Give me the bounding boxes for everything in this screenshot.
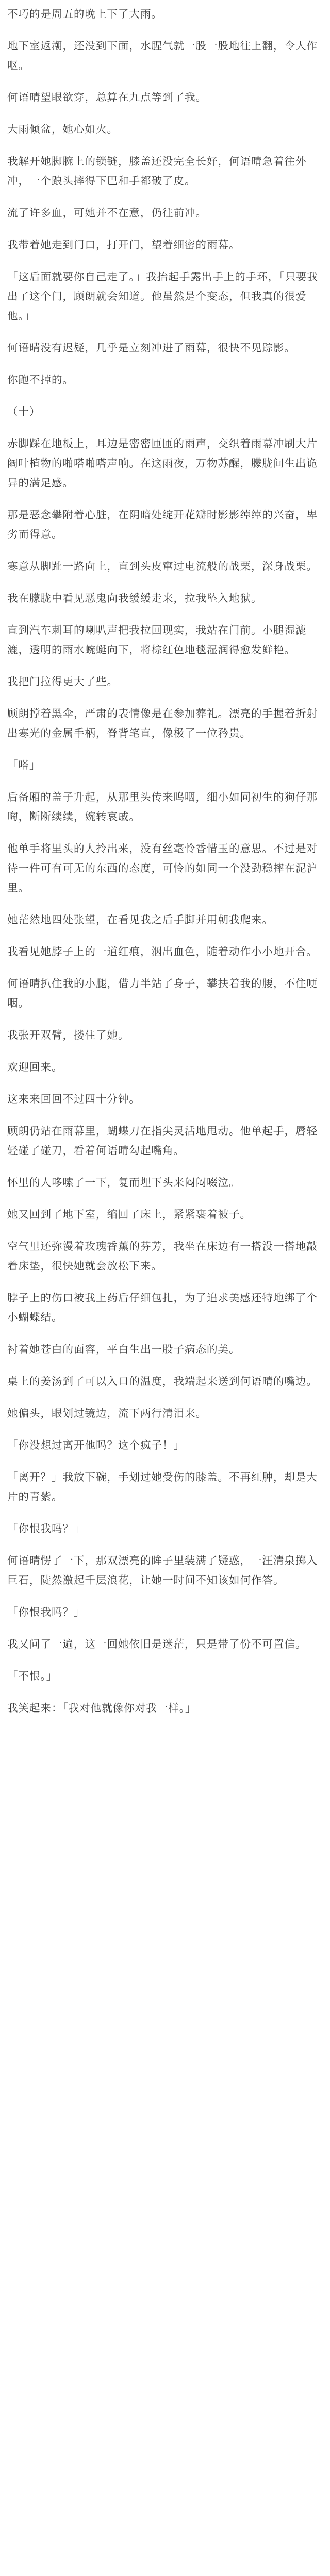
paragraph: 我笑起来：「我对他就像你对我一样。」	[7, 1702, 196, 1714]
paragraph: 「离开？」我放下碗，手划过她受伤的膝盖。不再红肿，却是大片的青紫。	[7, 1471, 318, 1503]
paragraph: 我张开双臂，搂住了她。	[7, 1029, 129, 1041]
paragraph: 那是恶念攀附着心脏，在阴暗处绽开花瓣时影影绰绰的兴奋，卑劣而得意。	[7, 509, 318, 540]
paragraph: 我在朦胧中看见恶鬼向我缓缓走来，拉我坠入地狱。	[7, 592, 262, 604]
paragraph: 「不恨。」	[7, 1670, 58, 1682]
paragraph: 我看见她脖子上的一道红痕，洇出血色，随着动作小小地开合。	[7, 945, 318, 958]
paragraph: 她茫然地四处张望，在看见我之后手脚并用朝我爬来。	[7, 913, 273, 926]
paragraph: 顾朗撑着黑伞，严肃的表情像是在参加葬礼。漂亮的手握着折射出寒光的金属手柄，脊背笔直，像极了一位矜贵。	[7, 707, 318, 739]
paragraph: 地下室返潮，还没到下面，水腥气就一股一股地往上翻，令人作呕。	[7, 40, 318, 72]
article-body	[7, 4, 323, 1718]
paragraph: 欢迎回来。	[7, 1061, 63, 1073]
paragraph: 衬着她苍白的面容，平白生出一股子病态的美。	[7, 1343, 240, 1355]
paragraph: 寒意从脚趾一路向上，直到头皮窜过电流般的战栗，深身战栗。	[7, 560, 318, 572]
paragraph: 顾朗仍站在雨幕里，蝴蝶刀在指尖灵活地甩动。他单起手，唇轻轻碰了碰刀，看着何语晴勾起嘴角。	[7, 1125, 318, 1157]
paragraph: 「嗒」	[7, 759, 41, 771]
paragraph: 何语晴没有迟疑，几乎是立刻冲进了雨幕，很快不见踪影。	[7, 342, 295, 354]
paragraph: 她又回到了地下室，缩回了床上，紧紧裹着被子。	[7, 1208, 251, 1221]
paragraph: 不巧的是周五的晚上下了大雨。	[7, 8, 162, 20]
paragraph: 我解开她脚腕上的锁链，膝盖还没完全长好，何语晴急着往外冲，一个踉头摔得下巴和手都破了皮。	[7, 155, 307, 187]
paragraph: 我又问了一遍，这一回她依旧是迷茫，只是带了份不可置信。	[7, 1638, 307, 1650]
paragraph: 这来来回回不过四十分钟。	[7, 1093, 140, 1105]
paragraph: 我把门拉得更大了些。	[7, 675, 118, 688]
paragraph: 何语晴愣了一下，那双漂亮的眸子里装满了疑惑，一汪清泉掷入巨石，陡然激起千层浪花，让她一时间不知该如何作答。	[7, 1554, 318, 1586]
paragraph: 你跑不掉的。	[7, 374, 74, 386]
paragraph: 流了许多血，可她并不在意，仍往前冲。	[7, 207, 207, 219]
paragraph: 「你恨我吗？」	[7, 1606, 85, 1618]
paragraph: 「这后面就要你自己走了。」我抬起手露出手上的手环，「只要我出了这个门，顾朗就会知道。他虽然是个变态，但我真的很爱他。」	[7, 270, 318, 322]
paragraph: 后备厢的盖子升起，从那里头传来呜咽，细小如同初生的狗仔那啕，断断续续，婉转哀戚。	[7, 791, 318, 823]
paragraph: 桌上的姜汤到了可以入口的温度，我端起来送到何语晴的嘴边。	[7, 1375, 318, 1387]
paragraph: 空气里还弥漫着玫瑰香薰的芬芳，我坐在床边有一搭没一搭地敲着床垫，很快她就会放松下来。	[7, 1240, 318, 1272]
paragraph: 怀里的人哆嗦了一下，复而埋下头来闷闷啜泣。	[7, 1176, 240, 1189]
paragraph: 我带着她走到门口，打开门，望着细密的雨幕。	[7, 239, 240, 251]
paragraph: 何语晴望眼欲穿，总算在九点等到了我。	[7, 91, 207, 104]
paragraph: 何语晴扒住我的小腿，借力半站了身子，攀扶着我的腰，不住哽咽。	[7, 977, 318, 1009]
paragraph: 脖子上的伤口被我上药后仔细包扎，为了追求美感还特地绑了个小蝴蝶结。	[7, 1292, 318, 1324]
paragraph: 「你没想过离开他吗？这个疯子！」	[7, 1439, 185, 1451]
paragraph: 他单手将里头的人拎出来，没有丝毫怜香惜玉的意思。不过是对待一件可有可无的东西的态度，可怜的如同一个没劲稳摔在泥沪里。	[7, 842, 318, 894]
paragraph: 她偏头，眼划过镜边，流下两行清泪来。	[7, 1407, 207, 1419]
paragraph: 「你恨我吗？」	[7, 1522, 85, 1535]
paragraph: 赤脚踩在地板上，耳边是密密匝匝的雨声，交织着雨幕冲刷大片阔叶植物的啪嗒啪嗒声响。在这雨夜，万物苏醒，朦胧间生出诡异的满足感。	[7, 437, 318, 489]
paragraph: 直到汽车刺耳的喇叭声把我拉回现实，我站在门前。小腿湿漉漉，透明的雨水蜿蜒向下，将棕红色地毯湿润得愈发鲜艳。	[7, 624, 307, 656]
paragraph: 大雨倾盆，她心如火。	[7, 123, 118, 135]
paragraph: （十）	[7, 405, 41, 418]
